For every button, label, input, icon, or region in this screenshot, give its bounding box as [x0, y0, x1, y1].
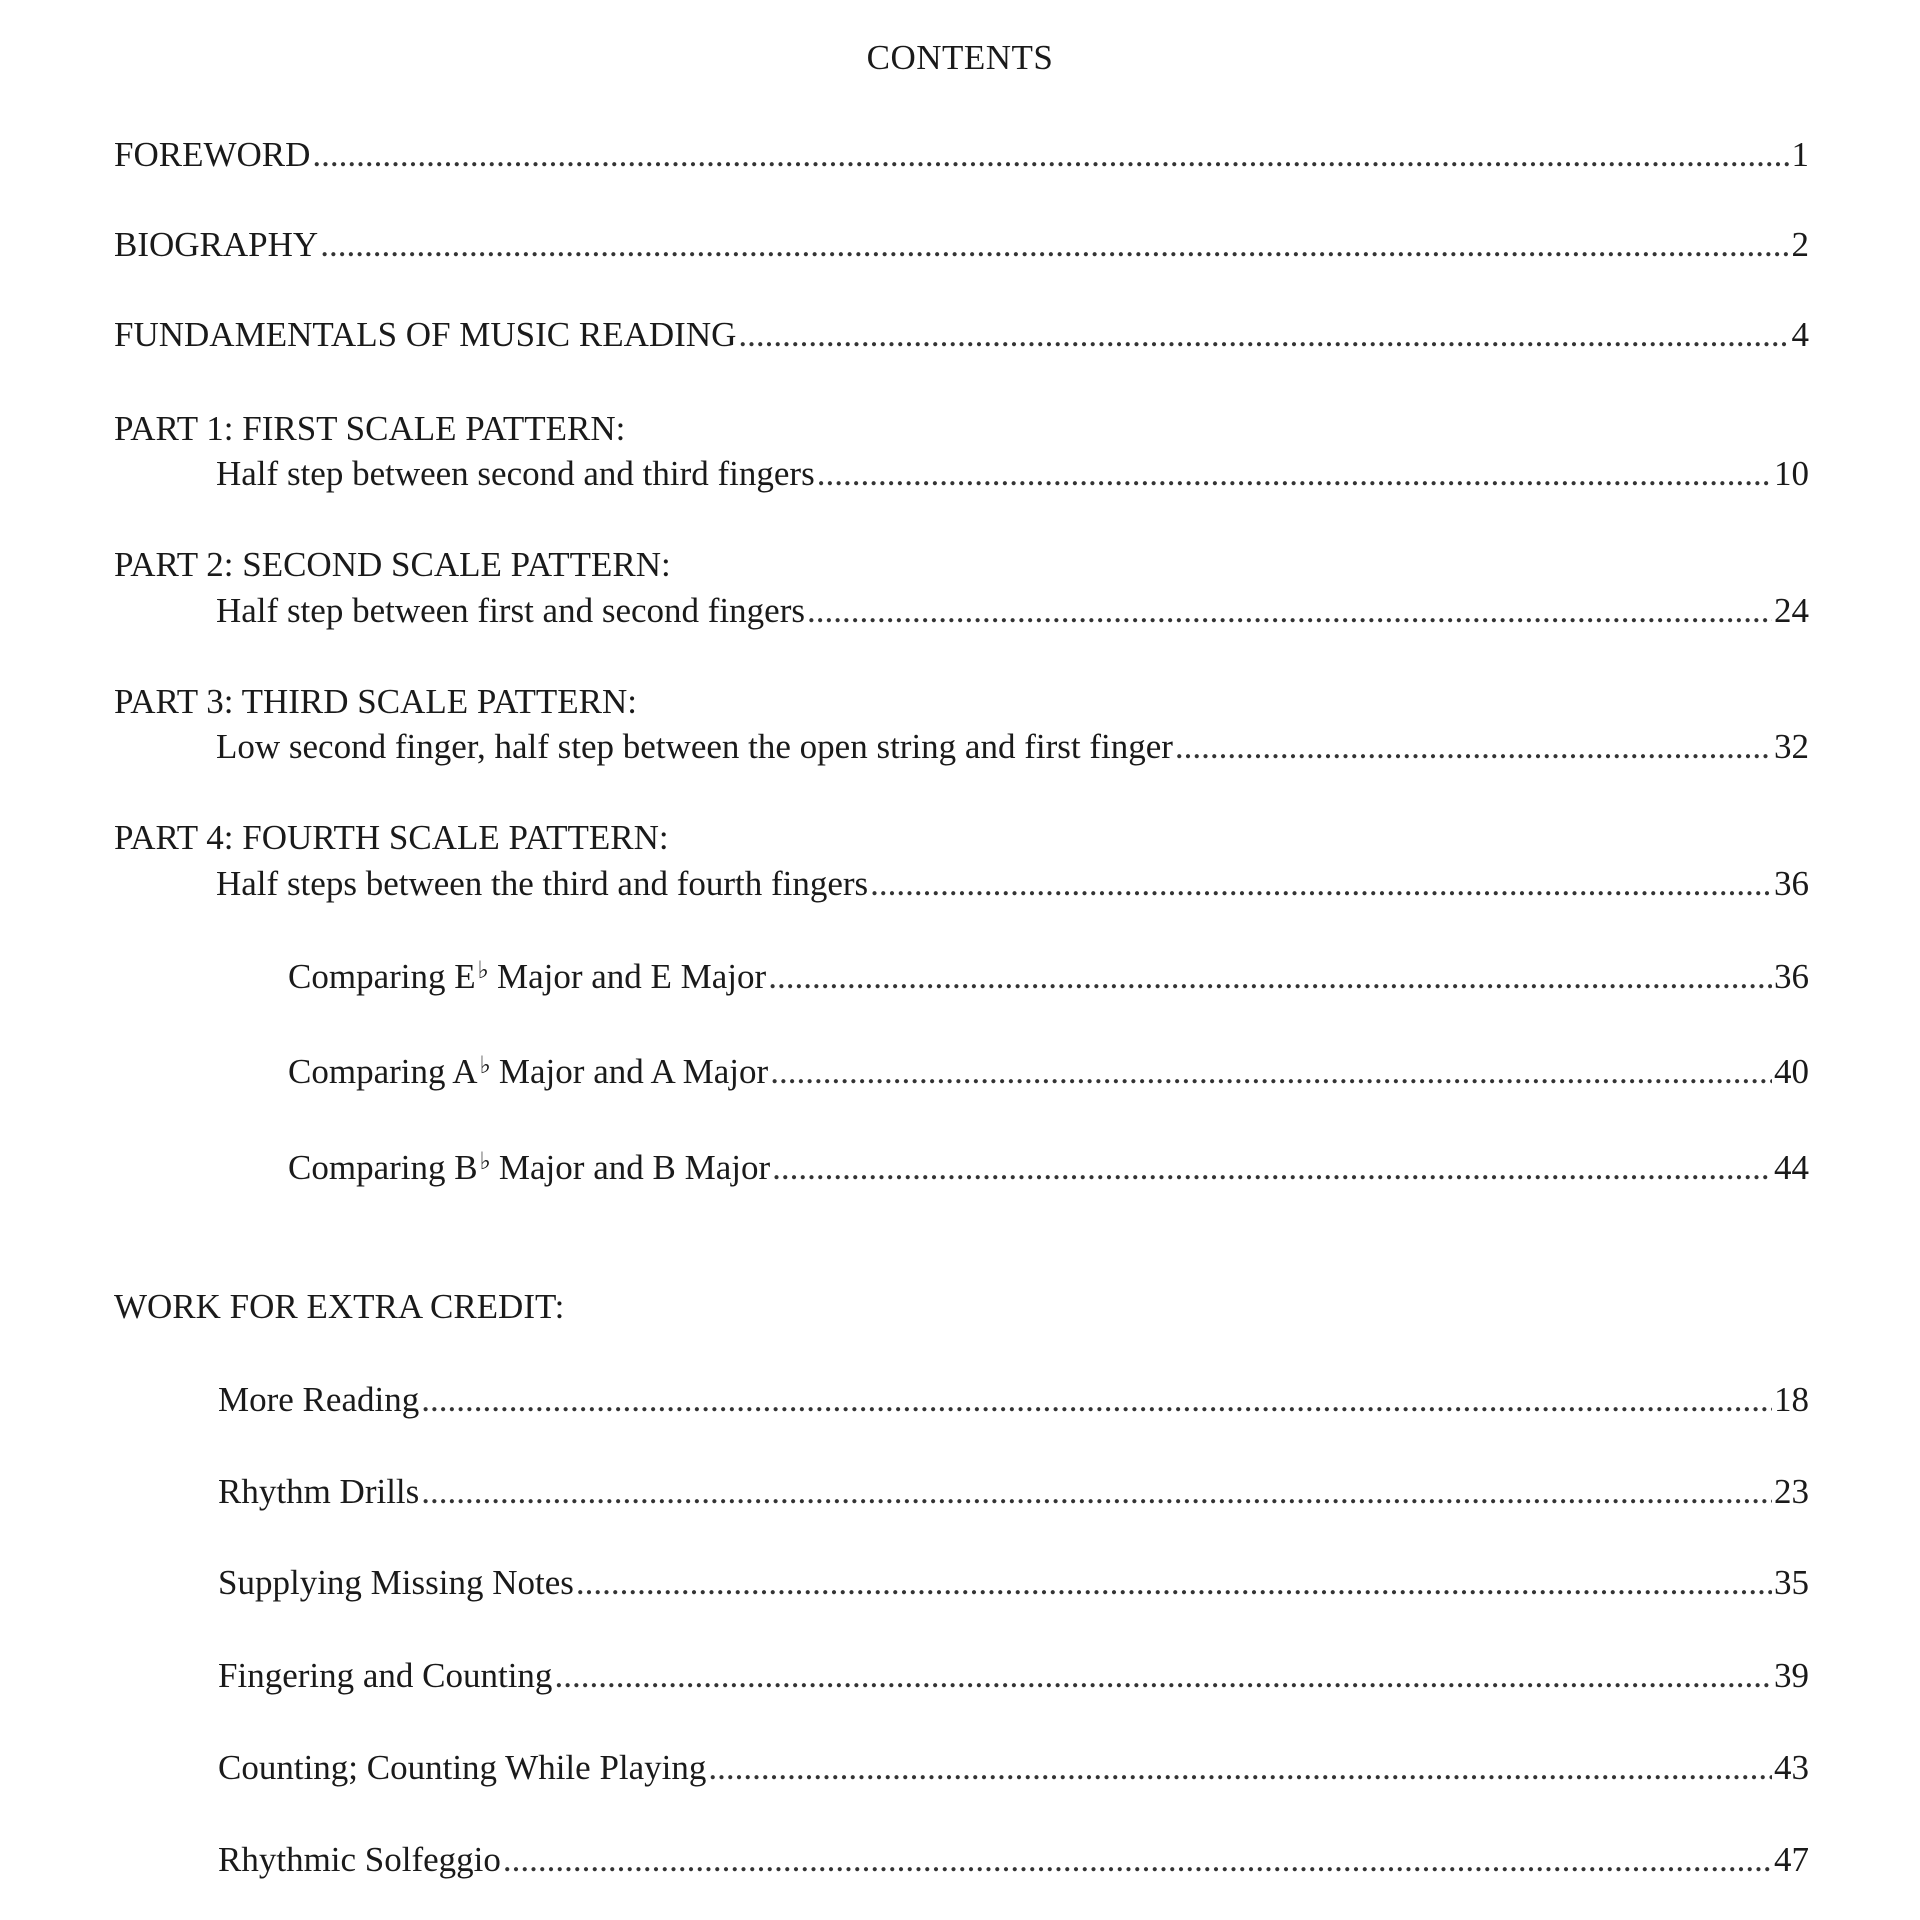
toc-entry-foreword[interactable]: [114, 133, 1809, 177]
toc-entry-label: BIOGRAPHY: [114, 225, 319, 264]
toc-page-number: 39: [1774, 1656, 1809, 1695]
flat-sign: ♭: [479, 1053, 491, 1079]
toc-page-number: 35: [1774, 1563, 1809, 1602]
toc-entry-fingering-counting[interactable]: [218, 1654, 1809, 1698]
toc-entry-comparing-b[interactable]: [288, 1146, 1809, 1194]
toc-entry-rhythm-drills[interactable]: [218, 1470, 1809, 1514]
toc-page-number: 40: [1774, 1052, 1809, 1091]
toc-entry-label: Rhythm Drills: [218, 1472, 420, 1511]
dot-leader: [554, 1654, 1772, 1698]
dot-leader: [576, 1561, 1772, 1605]
flat-sign: ♭: [479, 1149, 491, 1175]
page-title: CONTENTS: [866, 38, 1054, 77]
toc-entry-label: Supplying Missing Notes: [218, 1563, 574, 1602]
dot-leader: [1175, 725, 1772, 769]
dot-leader: [503, 1838, 1772, 1882]
toc-page-number: 44: [1774, 1148, 1809, 1187]
toc-entry-label: FUNDAMENTALS OF MUSIC READING: [114, 315, 737, 354]
label-prefix: Comparing A: [288, 1052, 478, 1091]
toc-entry-missing-notes[interactable]: [218, 1561, 1809, 1605]
label-prefix: Comparing B: [288, 1148, 478, 1187]
toc-page-number: 43: [1774, 1748, 1809, 1787]
label-suffix: Major and B Major: [498, 1148, 771, 1187]
dot-leader: [770, 1050, 1772, 1094]
label-suffix: Major and A Major: [498, 1052, 769, 1091]
toc-entry-label: Counting; Counting While Playing: [218, 1748, 707, 1787]
label-prefix: Comparing E: [288, 957, 476, 996]
toc-entry-comparing-a[interactable]: [288, 1050, 1809, 1098]
flat-sign: ♭: [477, 958, 489, 984]
toc-page-number: 32: [1774, 727, 1809, 766]
dot-leader: [312, 133, 1789, 177]
toc-entry-more-reading[interactable]: [218, 1378, 1809, 1422]
toc-entry-label: Rhythmic Solfeggio: [218, 1840, 501, 1879]
dot-leader: [768, 955, 1772, 999]
toc-entry-fundamentals[interactable]: [114, 313, 1809, 357]
toc-part-heading-2: PART 2: SECOND SCALE PATTERN:: [114, 545, 671, 584]
dot-leader: [421, 1470, 1772, 1514]
toc-entry-label: More Reading: [218, 1380, 420, 1419]
toc-entry-label: Half step between second and third fingers: [216, 454, 815, 493]
toc-page-number: 23: [1774, 1472, 1809, 1511]
toc-page-number: 47: [1774, 1840, 1809, 1879]
toc-part-heading-1: PART 1: FIRST SCALE PATTERN:: [114, 409, 626, 448]
toc-entry-label: [288, 955, 766, 1003]
toc-entry-counting-playing[interactable]: [218, 1746, 1809, 1790]
toc-entry-part-4[interactable]: [216, 862, 1809, 906]
toc-entry-label: Fingering and Counting: [218, 1656, 553, 1695]
toc-page-number: 36: [1774, 957, 1809, 996]
toc-part-heading-4: PART 4: FOURTH SCALE PATTERN:: [114, 818, 669, 857]
toc-entry-label: Half steps between the third and fourth fingers: [216, 864, 869, 903]
toc-entry-comparing-e[interactable]: [288, 955, 1809, 1003]
toc-page-number: 4: [1791, 315, 1809, 354]
dot-leader: [320, 223, 1789, 267]
dot-leader: [772, 1146, 1772, 1190]
dot-leader: [870, 862, 1772, 906]
toc-entry-label: [288, 1050, 768, 1098]
toc-entry-part-2[interactable]: [216, 589, 1809, 633]
toc-entry-label: [288, 1146, 770, 1194]
toc-entry-rhythmic-solfeggio[interactable]: [218, 1838, 1809, 1882]
label-suffix: Major and E Major: [496, 957, 767, 996]
dot-leader: [708, 1746, 1772, 1790]
toc-page-number: 18: [1774, 1380, 1809, 1419]
toc-page-number: 1: [1791, 135, 1809, 174]
toc-page-number: 24: [1774, 591, 1809, 630]
toc-page-number: 10: [1774, 454, 1809, 493]
toc-entry-label: Low second finger, half step between the open string and first finger: [216, 727, 1173, 766]
toc-page-number: 36: [1774, 864, 1809, 903]
dot-leader: [421, 1378, 1772, 1422]
toc-part-heading-3: PART 3: THIRD SCALE PATTERN:: [114, 682, 638, 721]
toc-entry-label: FOREWORD: [114, 135, 311, 174]
dot-leader: [817, 452, 1772, 496]
toc-extra-credit-heading: WORK FOR EXTRA CREDIT:: [114, 1287, 565, 1326]
toc-page-number: 2: [1791, 225, 1809, 264]
toc-entry-part-3[interactable]: [216, 725, 1809, 769]
toc-entry-label: Half step between first and second fingers: [216, 591, 805, 630]
dot-leader: [738, 313, 1789, 357]
toc-entry-part-1[interactable]: [216, 452, 1809, 496]
dot-leader: [807, 589, 1772, 633]
toc-entry-biography[interactable]: [114, 223, 1809, 267]
